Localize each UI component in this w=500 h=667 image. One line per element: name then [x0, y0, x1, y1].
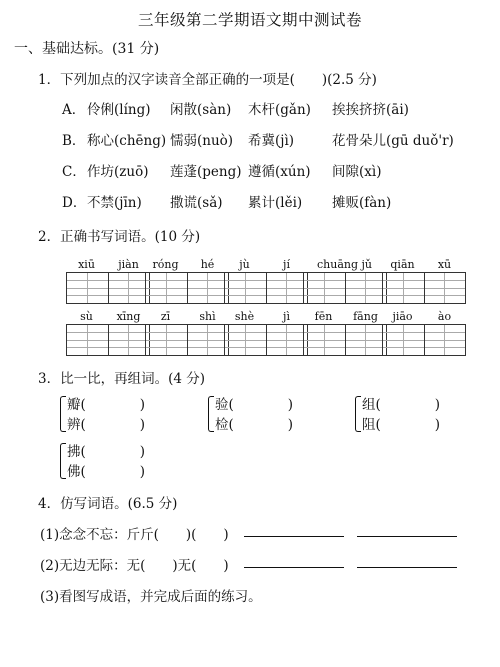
option-b-item: 希冀(jì) [248, 133, 295, 149]
pinyin-label: jiāo [392, 310, 413, 323]
imitation-line-2[interactable]: (2)无边无际：无( )无( ) [40, 558, 229, 574]
brace-bracket [208, 396, 214, 432]
imitation-line-1[interactable]: (1)念念不忘：斤斤( )( ) [40, 527, 229, 543]
option-c-item: 莲蓬(peng) [170, 164, 242, 180]
character-box[interactable] [382, 324, 466, 356]
pinyin-label: fēn [314, 310, 333, 323]
character-box[interactable] [303, 272, 387, 304]
character-box[interactable] [224, 324, 308, 356]
compare-item[interactable]: 佛( ) [67, 464, 146, 480]
pinyin-label: ào [437, 310, 452, 323]
pinyin-label: jì [283, 310, 290, 323]
compare-item[interactable]: 检( ) [215, 417, 294, 433]
answer-line[interactable] [244, 554, 344, 568]
character-box[interactable] [66, 324, 150, 356]
compare-item[interactable]: 组( ) [362, 397, 441, 413]
character-box[interactable] [382, 272, 466, 304]
compare-item[interactable]: 阻( ) [362, 417, 441, 433]
option-c-item: 作坊(zuō) [87, 164, 149, 180]
pinyin-label: jí [283, 258, 290, 271]
answer-line[interactable] [357, 523, 457, 537]
picture-idiom-instruction: (3)看图写成语，并完成后面的练习。 [40, 589, 262, 605]
pinyin-label: xiū [78, 258, 95, 271]
pinyin-label: xīng [116, 310, 141, 323]
character-box[interactable] [224, 272, 308, 304]
pinyin-label: jiàn [118, 258, 139, 271]
option-b-item: 称心(chēng) [87, 133, 167, 149]
pinyin-label: róng [152, 258, 179, 271]
pinyin-label: jù [239, 258, 250, 271]
brace-bracket [355, 396, 361, 432]
pinyin-label: shè [234, 310, 255, 323]
option-c-letter: C． [62, 164, 86, 180]
option-a-item: 木杆(gǎn) [248, 102, 311, 118]
option-b-item: 懦弱(nuò) [170, 133, 234, 149]
pinyin-label: sù [80, 310, 93, 323]
compare-item[interactable]: 辨( ) [67, 417, 146, 433]
option-b-item: 花骨朵儿(gū duǒ'r) [332, 133, 454, 149]
option-d-item: 撒谎(sǎ) [170, 195, 223, 211]
option-c-item: 遵循(xún) [248, 164, 311, 180]
question-1-stem: 1．下列加点的汉字读音全部正确的一项是( )(2.5 分) [38, 72, 377, 88]
brace-bracket [60, 443, 66, 479]
option-d-item: 累计(lěi) [248, 195, 303, 211]
compare-item[interactable]: 验( ) [215, 397, 294, 413]
compare-item[interactable]: 瓣( ) [67, 397, 146, 413]
pinyin-label: zī [160, 310, 171, 323]
option-d-item: 不禁(jīn) [87, 195, 142, 211]
option-a-letter: A． [62, 102, 86, 118]
character-box[interactable] [66, 272, 150, 304]
option-d-item: 摊贩(fàn) [332, 195, 392, 211]
question-2-stem: 2．正确书写词语。(10 分) [38, 229, 201, 245]
character-box[interactable] [145, 324, 229, 356]
answer-line[interactable] [244, 523, 344, 537]
question-3-stem: 3．比一比，再组词。(4 分) [38, 371, 206, 387]
option-a-item: 闲散(sàn) [170, 102, 232, 118]
answer-line[interactable] [357, 554, 457, 568]
question-4-stem: 4．仿写词语。(6.5 分) [38, 496, 178, 512]
option-a-item: 挨挨挤挤(āi) [332, 102, 409, 118]
section-heading: 一、基础达标。(31 分) [14, 41, 160, 57]
pinyin-label: xū [437, 258, 452, 271]
pinyin-label: shì [199, 310, 216, 323]
pinyin-label: qiān [390, 258, 415, 271]
pinyin-label: hé [200, 258, 215, 271]
option-a-item: 伶俐(líng) [87, 102, 151, 118]
pinyin-label: fāng [353, 310, 378, 323]
option-c-item: 间隙(xì) [332, 164, 382, 180]
compare-item[interactable]: 拂( ) [67, 444, 146, 460]
brace-bracket [60, 396, 66, 432]
exam-title: 三年级第二学期语文期中测试卷 [137, 11, 362, 29]
option-d-letter: D． [62, 195, 87, 211]
character-box[interactable] [145, 272, 229, 304]
character-box[interactable] [303, 324, 387, 356]
pinyin-label: chuāng jǔ [316, 258, 372, 271]
option-b-letter: B． [62, 133, 86, 149]
